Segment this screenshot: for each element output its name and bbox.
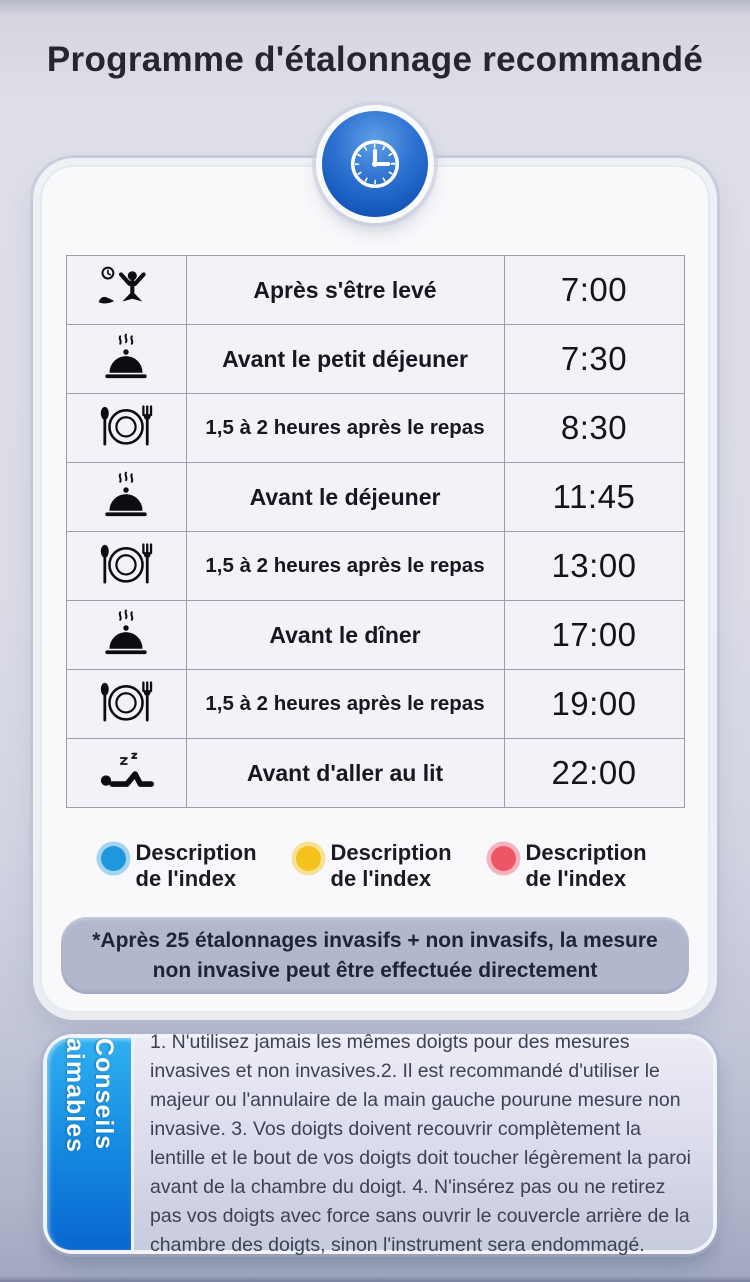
legend	[42, 840, 708, 893]
clock-badge	[322, 111, 428, 217]
sleep-icon	[97, 751, 155, 791]
legend-item	[296, 840, 457, 893]
row-label: Avant le petit déjeuner	[186, 325, 504, 394]
row-time: 19:00	[504, 670, 684, 739]
row-time: 8:30	[504, 394, 684, 463]
covered-dish-icon	[101, 333, 151, 381]
row-time: 13:00	[504, 532, 684, 601]
table-row	[66, 739, 684, 808]
table-row	[66, 394, 684, 463]
table-row	[66, 256, 684, 325]
note-line-1: *Après 25 étalonnages invasifs + non invasifs, la mesure	[92, 928, 658, 952]
legend-item-label: Description de l'index	[330, 840, 452, 892]
page-title: Programme d'étalonnage recommandé	[46, 40, 704, 79]
row-label: 1,5 à 2 heures après le repas	[186, 532, 504, 601]
tips-panel	[47, 1031, 713, 1256]
row-icon-cell	[66, 256, 186, 325]
tips-tab	[47, 1038, 134, 1250]
schedule-panel	[40, 165, 710, 1013]
note-banner	[61, 917, 689, 995]
legend-dot-icon	[491, 846, 516, 871]
covered-dish-icon	[101, 471, 151, 519]
table-row	[66, 532, 684, 601]
row-icon-cell	[66, 739, 186, 808]
row-time: 11:45	[504, 463, 684, 532]
row-label: Avant d'aller au lit	[186, 739, 504, 808]
tips-tab-label: Conseils aimables	[61, 1038, 118, 1154]
row-label: Avant le déjeuner	[186, 463, 504, 532]
row-icon-cell	[66, 670, 186, 739]
covered-dish-icon	[101, 609, 151, 657]
row-time: 22:00	[504, 739, 684, 808]
row-label: Avant le dîner	[186, 601, 504, 670]
clock-icon	[344, 133, 406, 195]
row-icon-cell	[66, 601, 186, 670]
row-time: 7:00	[504, 256, 684, 325]
plate-cutlery-icon	[98, 541, 154, 587]
legend-item-label: Description de l'index	[135, 840, 257, 892]
row-label: Après s'être levé	[186, 256, 504, 325]
row-icon-cell	[66, 463, 186, 532]
row-icon-cell	[66, 394, 186, 463]
tips-text: 1. N'utilisez jamais les mêmes doigts pour des mesures invasives et non invasives.2. Il est recommandé d'utiliser le majeur ou l'annulaire de la main gauche pourune mesure non invasive. 3. Vos doigts doivent recouvrir complètement la lentille et le bout de vos doigts doit toucher légèrement la paroi avant de la chambre du doigt. 4. N'insérez pas ou ne retirez pas vos doigts avec force sans ouvrir le couvercle arrière de la chambre des doigts, sinon l'instrument sera endommagé.	[150, 1031, 691, 1256]
plate-cutlery-icon	[98, 679, 154, 725]
legend-dot-icon	[296, 846, 321, 871]
legend-item	[101, 840, 262, 893]
row-label: 1,5 à 2 heures après le repas	[186, 670, 504, 739]
plate-cutlery-icon	[98, 403, 154, 449]
row-icon-cell	[66, 325, 186, 394]
legend-item	[491, 840, 652, 893]
note-line-2: non invasive peut être effectuée directement	[152, 958, 598, 982]
wake-up-icon	[97, 264, 155, 311]
row-time: 17:00	[504, 601, 684, 670]
table-row	[66, 325, 684, 394]
table-row	[66, 670, 684, 739]
row-time: 7:30	[504, 325, 684, 394]
row-label: 1,5 à 2 heures après le repas	[186, 394, 504, 463]
legend-dot-icon	[101, 846, 126, 871]
table-row	[66, 601, 684, 670]
schedule-table	[66, 255, 685, 808]
legend-item-label: Description de l'index	[525, 840, 647, 892]
tips-body-text	[150, 1031, 701, 1256]
row-icon-cell	[66, 532, 186, 601]
table-row	[66, 463, 684, 532]
